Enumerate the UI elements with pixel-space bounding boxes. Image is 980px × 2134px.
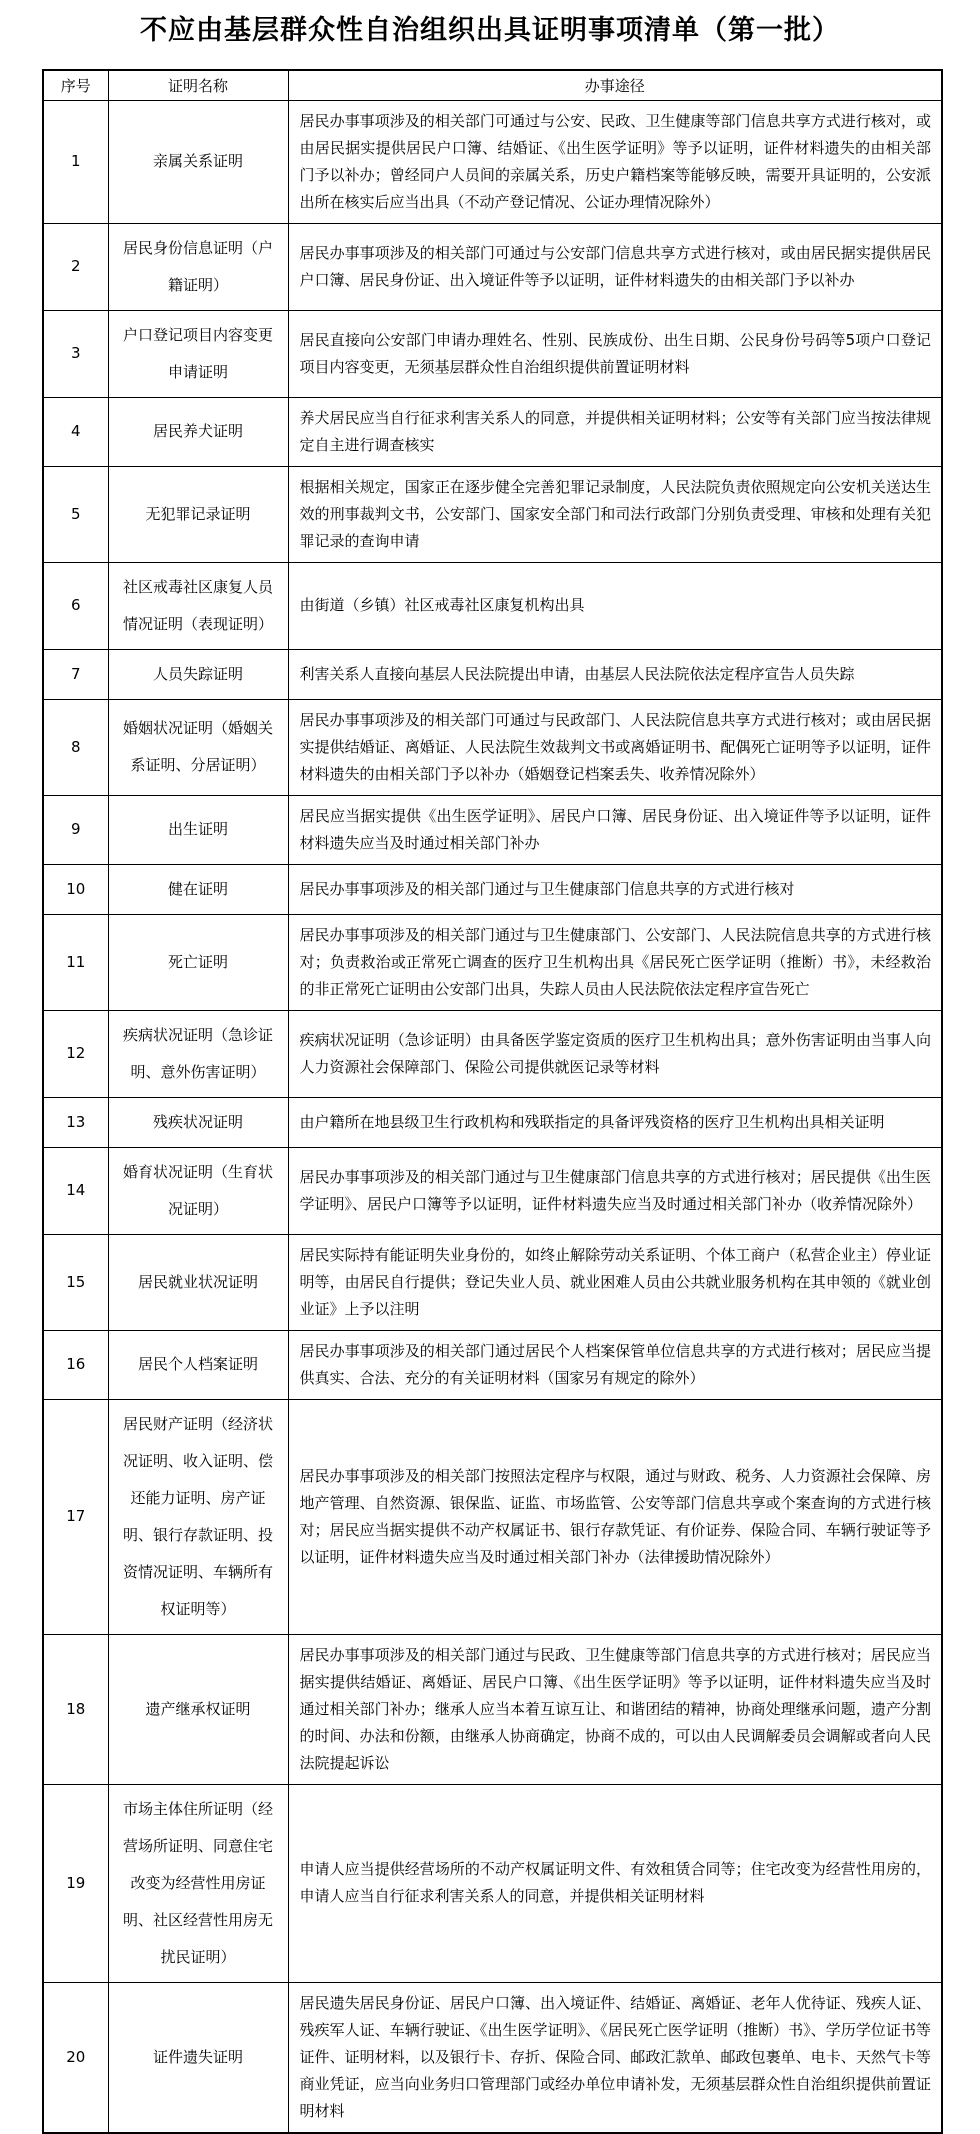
table-row [43, 1982, 942, 2133]
row-serial-number: 6 [43, 562, 108, 649]
row-certificate-name: 证件遗失证明 [108, 1982, 288, 2133]
row-handling-route: 居民直接向公安部门申请办理姓名、性别、民族成份、出生日期、公民身份号码等5项户口登记项目内容变更，无须基层群众性自治组织提供前置证明材料 [288, 310, 942, 397]
row-certificate-name: 居民个人档案证明 [108, 1330, 288, 1399]
page-title: 不应由基层群众性自治组织出具证明事项清单（第一批） [140, 15, 840, 46]
certificates-table [42, 69, 943, 2134]
table-row [43, 1784, 942, 1982]
row-serial-number: 1 [43, 100, 108, 223]
table-row [43, 310, 942, 397]
row-handling-route: 居民应当据实提供《出生医学证明》、居民户口簿、居民身份证、出入境证件等予以证明，证件材料遗失应当及时通过相关部门补办 [288, 795, 942, 864]
row-handling-route: 由户籍所在地县级卫生行政机构和残联指定的具备评残资格的医疗卫生机构出具相关证明 [288, 1097, 942, 1147]
table-body [43, 100, 942, 2133]
row-serial-number: 15 [43, 1234, 108, 1330]
table-row [43, 562, 942, 649]
row-handling-route: 居民办事事项涉及的相关部门通过与民政、卫生健康等部门信息共享的方式进行核对；居民应当据实提供结婚证、离婚证、居民户口簿、《出生医学证明》等予以证明，证件材料遗失应当及时通过相关部门补办；继承人应当本着互谅互让、和谐团结的精神，协商处理继承问题，遗产分割的时间、办法和份额，由继承人协商确定，协商不成的，可以由人民调解委员会调解或者向人民法院提起诉讼 [288, 1634, 942, 1784]
row-certificate-name: 死亡证明 [108, 914, 288, 1010]
table-row [43, 1097, 942, 1147]
row-serial-number: 13 [43, 1097, 108, 1147]
row-handling-route: 疾病状况证明（急诊证明）由具备医学鉴定资质的医疗卫生机构出具；意外伤害证明由当事人向人力资源社会保障部门、保险公司提供就医记录等材料 [288, 1010, 942, 1097]
table-row [43, 100, 942, 223]
row-serial-number: 18 [43, 1634, 108, 1784]
row-serial-number: 3 [43, 310, 108, 397]
header-serial-number: 序号 [43, 70, 108, 100]
row-serial-number: 7 [43, 649, 108, 699]
row-certificate-name: 居民养犬证明 [108, 397, 288, 466]
table-row [43, 864, 942, 914]
table-row [43, 699, 942, 795]
row-serial-number: 10 [43, 864, 108, 914]
row-serial-number: 9 [43, 795, 108, 864]
table-row [43, 223, 942, 310]
row-serial-number: 8 [43, 699, 108, 795]
row-serial-number: 16 [43, 1330, 108, 1399]
row-certificate-name: 亲属关系证明 [108, 100, 288, 223]
header-certificate-name: 证明名称 [108, 70, 288, 100]
row-certificate-name: 居民就业状况证明 [108, 1234, 288, 1330]
table-row [43, 1010, 942, 1097]
row-certificate-name: 健在证明 [108, 864, 288, 914]
table-row [43, 1330, 942, 1399]
table-row [43, 795, 942, 864]
row-certificate-name: 居民身份信息证明（户籍证明） [108, 223, 288, 310]
table-row [43, 397, 942, 466]
table-row [43, 1234, 942, 1330]
row-handling-route: 申请人应当提供经营场所的不动产权属证明文件、有效租赁合同等；住宅改变为经营性用房的，申请人应当自行征求利害关系人的同意，并提供相关证明材料 [288, 1784, 942, 1982]
row-certificate-name: 户口登记项目内容变更申请证明 [108, 310, 288, 397]
row-handling-route: 由街道（乡镇）社区戒毒社区康复机构出具 [288, 562, 942, 649]
row-serial-number: 4 [43, 397, 108, 466]
row-certificate-name: 人员失踪证明 [108, 649, 288, 699]
row-certificate-name: 社区戒毒社区康复人员情况证明（表现证明） [108, 562, 288, 649]
row-handling-route: 居民遗失居民身份证、居民户口簿、出入境证件、结婚证、离婚证、老年人优待证、残疾人证、残疾军人证、车辆行驶证、《出生医学证明》、《居民死亡医学证明（推断）书》、学历学位证书等证件、证明材料，以及银行卡、存折、保险合同、邮政汇款单、邮政包裹单、电卡、天然气卡等商业凭证，应当向业务归口管理部门或经办单位申请补发，无须基层群众性自治组织提供前置证明材料 [288, 1982, 942, 2133]
row-certificate-name: 无犯罪记录证明 [108, 466, 288, 562]
row-serial-number: 19 [43, 1784, 108, 1982]
row-handling-route: 居民办事事项涉及的相关部门可通过与民政部门、人民法院信息共享方式进行核对；或由居民据实提供结婚证、离婚证、人民法院生效裁判文书或离婚证明书、配偶死亡证明等予以证明，证件材料遗失的由相关部门予以补办（婚姻登记档案丢失、收养情况除外） [288, 699, 942, 795]
row-certificate-name: 残疾状况证明 [108, 1097, 288, 1147]
table-row [43, 1399, 942, 1634]
header-handling-route: 办事途径 [288, 70, 942, 100]
row-handling-route: 居民办事事项涉及的相关部门按照法定程序与权限，通过与财政、税务、人力资源社会保障、房地产管理、自然资源、银保监、证监、市场监管、公安等部门信息共享或个案查询的方式进行核对；居民应当据实提供不动产权属证书、银行存款凭证、有价证券、保险合同、车辆行驶证等予以证明，证件材料遗失应当及时通过相关部门补办（法律援助情况除外） [288, 1399, 942, 1634]
row-handling-route: 居民实际持有能证明失业身份的，如终止解除劳动关系证明、个体工商户（私营企业主）停业证明等，由居民自行提供；登记失业人员、就业困难人员由公共就业服务机构在其申领的《就业创业证》上予以注明 [288, 1234, 942, 1330]
row-handling-route: 根据相关规定，国家正在逐步健全完善犯罪记录制度，人民法院负责依照规定向公安机关送达生效的刑事裁判文书，公安部门、国家安全部门和司法行政部门分别负责受理、审核和处理有关犯罪记录的查询申请 [288, 466, 942, 562]
row-serial-number: 20 [43, 1982, 108, 2133]
row-handling-route: 居民办事事项涉及的相关部门通过与卫生健康部门信息共享的方式进行核对；居民提供《出生医学证明》、居民户口簿等予以证明，证件材料遗失应当及时通过相关部门补办（收养情况除外） [288, 1147, 942, 1234]
table-header-row [43, 70, 942, 100]
row-handling-route: 利害关系人直接向基层人民法院提出申请，由基层人民法院依法定程序宣告人员失踪 [288, 649, 942, 699]
row-serial-number: 5 [43, 466, 108, 562]
row-handling-route: 居民办事事项涉及的相关部门可通过与公安、民政、卫生健康等部门信息共享方式进行核对，或由居民据实提供居民户口簿、结婚证、《出生医学证明》等予以证明，证件材料遗失的由相关部门予以补办；曾经同户人员间的亲属关系，历史户籍档案等能够反映，需要开具证明的，公安派出所在核实后应当出具（不动产登记情况、公证办理情况除外） [288, 100, 942, 223]
table-row [43, 649, 942, 699]
row-certificate-name: 遗产继承权证明 [108, 1634, 288, 1784]
row-certificate-name: 出生证明 [108, 795, 288, 864]
row-serial-number: 12 [43, 1010, 108, 1097]
row-certificate-name: 婚育状况证明（生育状况证明） [108, 1147, 288, 1234]
row-certificate-name: 婚姻状况证明（婚姻关系证明、分居证明） [108, 699, 288, 795]
row-handling-route: 居民办事事项涉及的相关部门可通过与公安部门信息共享方式进行核对，或由居民据实提供居民户口簿、居民身份证、出入境证件等予以证明，证件材料遗失的由相关部门予以补办 [288, 223, 942, 310]
table-row [43, 914, 942, 1010]
row-serial-number: 2 [43, 223, 108, 310]
row-handling-route: 居民办事事项涉及的相关部门通过与卫生健康部门信息共享的方式进行核对 [288, 864, 942, 914]
row-certificate-name: 市场主体住所证明（经营场所证明、同意住宅改变为经营性用房证明、社区经营性用房无扰民证明） [108, 1784, 288, 1982]
table-row [43, 1634, 942, 1784]
row-serial-number: 11 [43, 914, 108, 1010]
row-certificate-name: 居民财产证明（经济状况证明、收入证明、偿还能力证明、房产证明、银行存款证明、投资情况证明、车辆所有权证明等） [108, 1399, 288, 1634]
row-handling-route: 居民办事事项涉及的相关部门通过居民个人档案保管单位信息共享的方式进行核对；居民应当提供真实、合法、充分的有关证明材料（国家另有规定的除外） [288, 1330, 942, 1399]
table-row [43, 1147, 942, 1234]
row-serial-number: 17 [43, 1399, 108, 1634]
row-handling-route: 居民办事事项涉及的相关部门通过与卫生健康部门、公安部门、人民法院信息共享的方式进行核对；负责救治或正常死亡调查的医疗卫生机构出具《居民死亡医学证明（推断）书》，未经救治的非正常死亡证明由公安部门出具，失踪人员由人民法院依法定程序宣告死亡 [288, 914, 942, 1010]
row-handling-route: 养犬居民应当自行征求利害关系人的同意，并提供相关证明材料；公安等有关部门应当按法律规定自主进行调查核实 [288, 397, 942, 466]
row-serial-number: 14 [43, 1147, 108, 1234]
table-row [43, 466, 942, 562]
row-certificate-name: 疾病状况证明（急诊证明、意外伤害证明） [108, 1010, 288, 1097]
table-header [43, 70, 942, 100]
